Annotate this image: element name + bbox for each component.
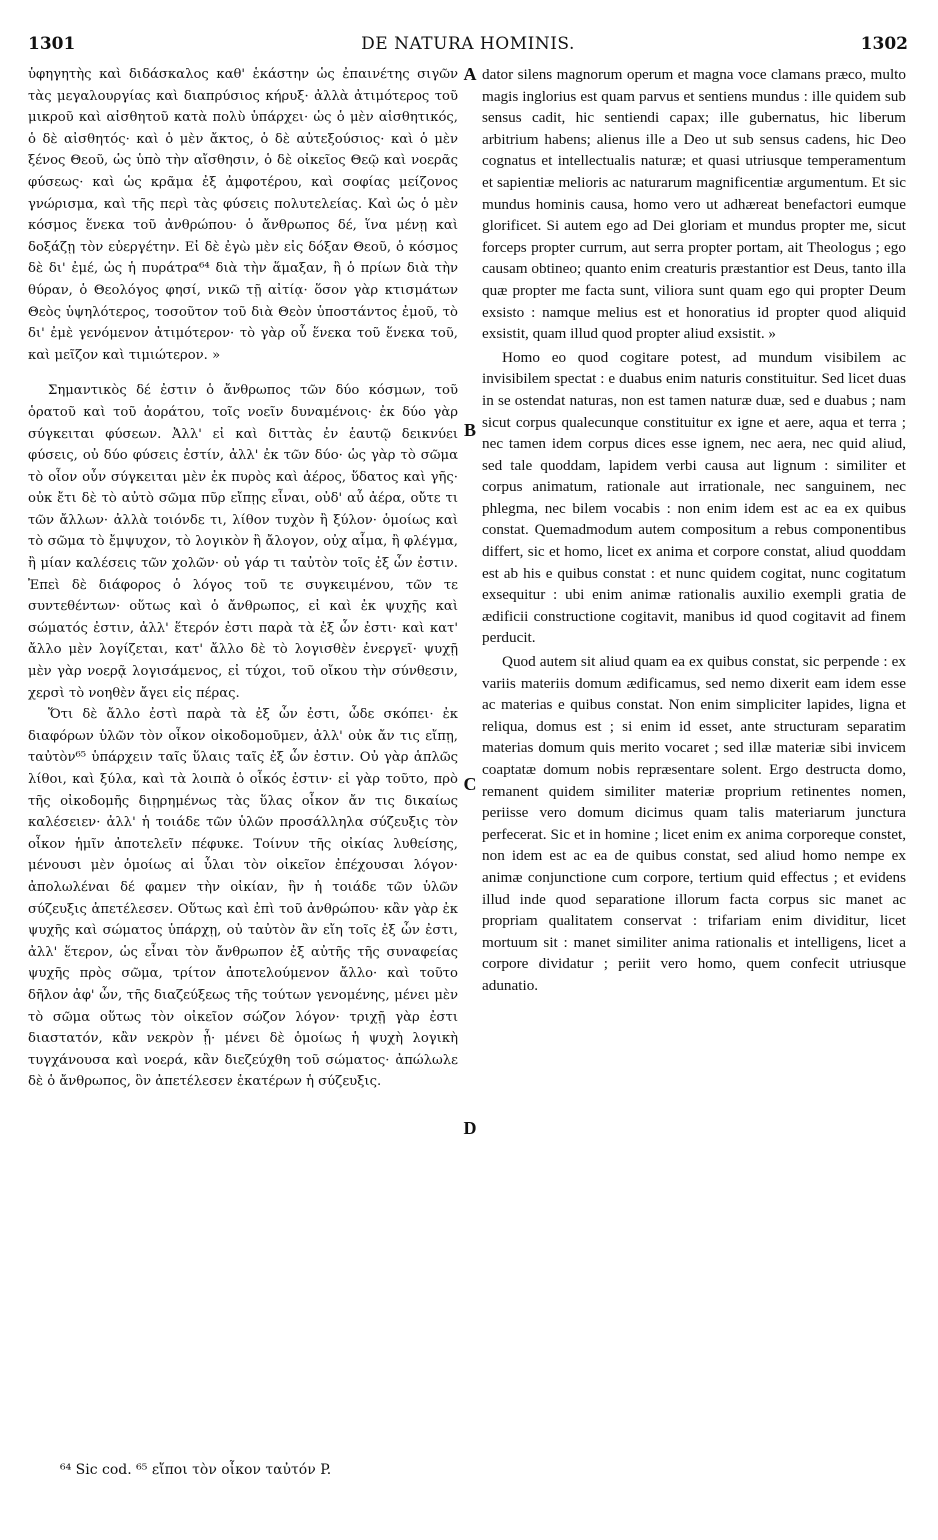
- margin-marker-b: B: [463, 420, 476, 440]
- page-number-right: 1302: [860, 34, 908, 54]
- running-header: [28, 34, 908, 60]
- latin-paragraph: dator silens magnorum operum et magna voce clamans præco, multo magis inglorius est quam parvus et sentiens mundus : ille quidem sub sensus cadit, hic sentiendi capax; ille gubernatus, hic liberum arbitrium habens; alienus ille a Deo ut sub sensus cadens, hic Deo cognatus et intellectualis naturæ; et quasi utriusque temperamentum et sapientiæ melioris ac naturarum magnificentiæ argumentum. Et sic mundus hominis causa, homo vero ut adhæreat benefactori eumque glorificet. Si autem ego ad Dei gloriam et mundus propter me, sicut forceps propter currum, aut serra propter portam, ait Theologus ; ego causam obtineo; quanto enim creaturis præstantior est Deus, tanto illa quæ propter me facta sunt, viliora sunt quam ego qui propter Deum exsisto : namque melius est et honoratius id propter quod aliquid exsistit, quam illud quod propter aliud exsistit. »: [482, 66, 906, 343]
- latin-text-column: [482, 64, 906, 997]
- margin-marker-d: D: [463, 1118, 477, 1138]
- greek-paragraph: Σημαντικὸς δέ ἐστιν ὁ ἄνθρωπος τῶν δύο κόσμων, τοῦ ὁρατοῦ καὶ τοῦ ἀοράτου, τοῖς νοεῖν δυναμένοις· ἐκ δύο γὰρ σύγκειται φύσεων. Ἀλλ' εἰ καὶ διττὰς ἐν ἑαυτῷ δεικνύει φύσεις, οὐ δύο φύσεις ἐστίν, ἀλλ' ἐκ τῶν δύο· ὡς γὰρ τὸ σῶμα τὸ οἷον οὖν σύγκειται μὲν ἐκ πυρὸς καὶ ἀέρος, ὕδατος καὶ γῆς· οὐκ ἔτι δὲ τὸ αὐτὸ σῶμα πῦρ εἴπῃς εἶναι, οὐδ' αὖ ἀέρα, οὔτε τι τῶν ἄλλων· ἀλλὰ τοιόνδε τι, λίθον τυχὸν ἢ ξύλον· ὁμοίως καὶ τὸ σῶμα τὸ ἔμψυχον, τὸ λογικὸν ἢ ἄλογον, οὐχ αἷμα, ἢ φλέγμα, ἢ μίαν καλέσεις τῶν χολῶν· οὐ γάρ τι ταὐτὸν τοῖς ἐξ ὧν ἐστιν. Ἐπεὶ δὲ διάφορος ὁ λόγος τοῦ τε συγκειμένου, τῶν τε συντεθέντων· οὕτως καὶ ὁ ἄνθρωπος, εἰ καὶ ἐκ ψυχῆς καὶ σώματός ἐστιν, ἀλλ' ἕτερόν ἐστι παρὰ τὰ ἐξ ὧν ἐστι· καὶ κατ' ἄλλο μὲν λογίζεται, κατ' ἄλλο δὲ τὸ λογισθὲν ἐνεργεῖ· ψυχῇ μὲν γὰρ νοερᾷ λογισάμενος, εἰ τύχοι, τοῦ οἴκου τὴν σύνθεσιν, χερσὶ τὸ νοηθὲν ἄγει εἰς πέρας.: [28, 383, 458, 701]
- page-number-left: 1301: [28, 34, 76, 54]
- footnotes: ⁶⁴ Sic cod. ⁶⁵ εἴποι τὸν οἶκον ταὐτόν P.: [60, 1462, 332, 1478]
- latin-paragraph: Homo eo quod cogitare potest, ad mundum visibilem ac invisibilem spectat : e duabus enim naturis constituitur. Sed licet duas in se ostendat naturas, non est tamen naturæ duæ, sed e duabus ; nam sicut corpus qualecunque constituitur ex igne et aere, aqua et terra ; nec tamen idem corpus dices esse ignem, nec aera, nec quid aliud, sed tale quoddam, lapidem verbi causa aut lignum : similiter et corpus animatum, rationale aut irrationale, nec sanguinem, nec phlegma, nec bilem vocabis : non enim idem est ac ea ex quibus constat. Quemadmodum autem compositum a rebus componentibus differt, sic et homo, licet ex anima et corpore constat, aliud quoddam est ab his e quibus constat : et nunc quidem cogitat, nunc cogitatum exsequitur : ubi enim animæ rationalis auxilio exempli gratia de ædificii constructione cogitavit, manibus id quod cogitavit ad finem perducit.: [482, 348, 906, 647]
- running-title: DE NATURA HOMINIS.: [361, 34, 575, 54]
- latin-paragraph: Quod autem sit aliud quam ea ex quibus constat, sic perpende : ex variis materiis domum ædificamus, sed nemo dixerit eam idem esse ac materias e quibus constat. Non enim simpliciter lapides, ligna et reliqua, domus est ; si enim id esset, ante structuram separatim materias domum quis merito vocaret ; sed illæ materiæ sibi invicem coaptatæ domum nobis repræsentare solent. Ergo destructa domo, remanent quidem similiter materiæ proprium retinentes nomen, periisse vero domum dicimus quam talis materiarum junctura perfecerat. Sic et in homine ; licet enim ex anima corporeque constet, non idem est ac ea de quibus constat, sed aliud homo nempe ex animæ conjunctione cum corpore, tertium quid effectus ; et evidens illud inde quod separatione illorum facta corpus sic manet ac propriam qualitatem conservat : trifariam enim dividitur, licet mortuum sit : manet similiter anima rationalis et intelligens, licet a corpore dividatur ; periit vero homo, quem confecit utriusque adunatio.: [482, 653, 906, 994]
- margin-marker-c: C: [463, 774, 477, 794]
- greek-paragraph: ὑφηγητὴς καὶ διδάσκαλος καθ' ἑκάστην ὡς ἐπαινέτης σιγῶν τὰς μεγαλουργίας καὶ διαπρύσιος κήρυξ· ἀλλὰ ἀτιμότερος τοῦ μικροῦ καὶ αἰσθητοῦ κατὰ πολὺ ὑπάρχει· ὡς ὁ μὲν αἰσθητικός, ὁ δὲ αἰσθητός· καὶ ὁ μὲν ἄκτος, ὁ δὲ αὐτεξούσιος· καὶ ὁ μὲν ξένος Θεοῦ, ὡς ὑπὸ τὴν αἴσθησιν, ὁ δὲ οἰκεῖος Θεῷ καὶ νοερᾶς φύσεως· καὶ ὡς κρᾶμα ἐξ ἀμφοτέρου, καὶ σοφίας μείζονος γνώρισμα, καὶ τῆς περὶ τὰς φύσεις πολυτελείας. Καὶ ὡς ὁ μὲν κόσμος ἕνεκα τοῦ ἀνθρώπου· ὁ ἄνθρωπος δέ, ἵνα μένῃ καὶ δοξάζῃ τὸν εὐεργέτην. Εἰ δὲ ἐγὼ μὲν εἰς δόξαν Θεοῦ, ὁ κόσμος δὲ δι' ἐμέ, ὡς ἡ πυράτρα⁶⁴ διὰ τὴν ἅμαξαν, ἢ ὁ πρίων διὰ τὴν θύραν, ὁ Θεολόγος φησί, νικῶ τῇ αἰτίᾳ· ὅσον γὰρ κτισμάτων Θεὸς ὑψηλότερος, τοσοῦτον τοῦ διὰ Θεὸν ὑποστάντος ἐμοῦ, τὸ δι' ἐμὲ γενόμενον ἀτιμότερον· τὸ γὰρ οὗ ἕνεκα τοῦ ἕνεκα τοῦ, καὶ μεῖζον καὶ τιμιώτερον. »: [28, 67, 458, 363]
- greek-text-column: [28, 64, 458, 1093]
- greek-paragraph: Ὅτι δὲ ἄλλο ἐστὶ παρὰ τὰ ἐξ ὧν ἐστι, ὧδε σκόπει· ἐκ διαφόρων ὑλῶν τὸν οἶκον οἰκοδομοῦμεν, ἀλλ' οὐκ ἄν τις εἴπῃ, ταὐτὸν⁶⁵ ὑπάρχειν ταῖς ὕλαις ταῖς ἐξ ὧν ἐστιν. Οὐ γὰρ ἁπλῶς λίθοι, καὶ ξύλα, καὶ τὰ λοιπὰ ὁ οἶκός ἐστιν· εἰ γὰρ τοῦτο, πρὸ τῆς οἰκοδομῆς διῃρημένως τὰς ὕλας οἶκον ἄν τις δικαίως καλέσειεν· ἀλλ' ἡ τοιάδε τῶν ὑλῶν προσάλληλα σύζευξις τὸν οἶκον ἡμῖν ἀποτελεῖν πέφυκε. Τοίνυν τῆς οἰκίας λυθείσης, μένουσι μὲν ὁμοίως αἱ ὗλαι τὸν οἰκεῖον ἐπέχουσαι λόγον· ἀπολωλέναι δέ φαμεν τὴν οἰκίαν, ἣν ἡ τοιάδε τῶν ὑλῶν σύζευξις ἀπετέλεσεν. Οὕτως καὶ ἐπὶ τοῦ ἀνθρώπου· κἂν γὰρ ἐκ ψυχῆς καὶ σώματος ὑπάρχῃ, οὐ ταὐτὸν ἂν εἴη τοῖς ἐξ ὧν ἐστι, ἀλλ' ἕτερον, ὡς εἶναι τὸν ἄνθρωπον ἐξ αὐτῆς τῆς συναφείας ψυχῆς πρὸς σῶμα, τρίτον ἀποτελούμενον ἄλλο· καὶ τοῦτο δῆλον ἀφ' ὧν, τῆς διαζεύξεως τῆς τούτων γενομένης, μένει μὲν τὸ σῶμα οὕτως τὸν οἰκεῖον σώζον λόγον· τριχῇ γὰρ ἐστι διαστατόν, κἂν νεκρὸν ᾖ· μένει δὲ ὁμοίως ἡ ψυχὴ λογικὴ τυγχάνουσα καὶ νοερά, κἂν διεζεύχθη τοῦ σώματος· ἀπώλωλε δὲ ὁ ἄνθρωπος, ὃν ἀπετέλεσεν ἑκατέρων ἡ σύζευξις.: [28, 707, 458, 1090]
- margin-marker-a: A: [463, 64, 477, 84]
